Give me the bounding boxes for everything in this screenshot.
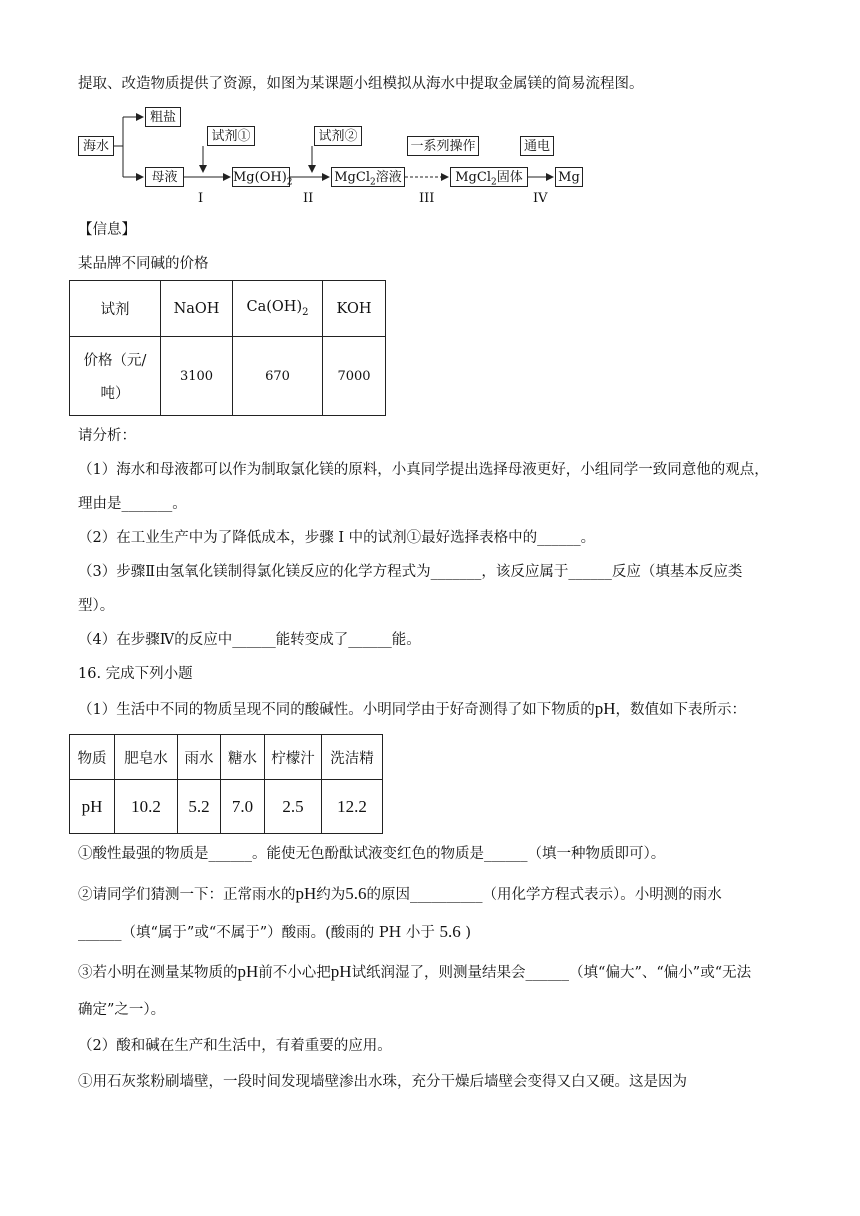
crude-salt-box: 粗盐 (145, 107, 181, 127)
ph-symbol: pH (594, 699, 616, 718)
question-1-line-1: （1）海水和母液都可以作为制取氯化镁的原料，小真同学提出选择母液更好，小组同学一致同意他的观点， (78, 462, 769, 478)
ph-symbol: pH (295, 884, 317, 903)
electrolysis-box: 通电 (520, 136, 554, 156)
caoh2-formula: Ca(OH) (246, 299, 303, 316)
table-header-cell: 物质 (70, 735, 115, 780)
table-cell: 3100 (161, 337, 233, 416)
table-cell: 7000 (323, 337, 386, 416)
table-header-cell: 雨水 (178, 735, 221, 780)
ph-symbol: pH (330, 962, 352, 981)
sub-question-2-line-1 (78, 884, 722, 905)
reagent1-box: 试剂① (207, 126, 255, 146)
sub-question-4: ①用石灰浆粉刷墙壁，一段时间发现墙壁渗出水珠，充分干燥后墙壁会变得又白又硬。这是因为 (78, 1074, 687, 1090)
table-header-cell: KOH (323, 281, 386, 337)
sub-question-1: ①酸性最强的物质是______。能使无色酚酞试液变红色的物质是______（填一种物质即可）。 (78, 846, 666, 862)
table-header-cell: 糖水 (221, 735, 265, 780)
table-cell: 10.2 (115, 780, 178, 834)
table-row (70, 281, 386, 337)
row-label-line-1: 价格（元/ (83, 353, 147, 369)
part-2-intro: （2）酸和碱在生产和生活中，有着重要的应用。 (78, 1038, 392, 1054)
sq3-text-b: 前不小心把 (258, 965, 331, 981)
mgcl2-solution-formula: MgCl (334, 170, 370, 185)
ph-value: 5.6 (439, 922, 461, 941)
step-4-label: IV (533, 191, 548, 206)
table-header-cell: 洗洁精 (322, 735, 383, 780)
mgcl2-solution-box (331, 167, 405, 187)
question-16-heading: 16. 完成下列小题 (78, 666, 193, 682)
mgcl2-solid-sub: 2 (491, 177, 497, 188)
step-2-label: II (303, 191, 314, 206)
ph-table (69, 734, 383, 834)
table-row-label (70, 337, 161, 416)
mgcl2-solid-formula: MgCl (455, 170, 491, 185)
mgcl2-solid-box (450, 167, 528, 187)
sq3-text-c: 试纸润湿了，则测量结果会______（填“偏大”、“偏小”或“无法 (351, 965, 752, 981)
table1-caption: 某品牌不同碱的价格 (78, 256, 209, 272)
table-header-cell: NaOH (161, 281, 233, 337)
mother-liquor-box: 母液 (145, 167, 184, 187)
table-header-cell: 肥皂水 (115, 735, 178, 780)
info-heading: 【信息】 (78, 222, 136, 238)
sq2-text-d: ______（填“属于”或“不属于”）酸雨。(酸雨的 PH 小于 (78, 925, 435, 941)
sq2-text-a: ②请同学们猜测一下：正常雨水的 (78, 887, 296, 903)
mgoh2-sub: 2 (286, 177, 293, 188)
flowchart-lines (0, 0, 860, 215)
reagent2-box: 试剂② (314, 126, 362, 146)
question-3-line-2: 型）。 (78, 598, 115, 614)
ph-value: 5.6 (345, 884, 367, 903)
mgcl2-solution-sub: 2 (370, 177, 376, 188)
mgoh2-text: Mg(OH) (233, 170, 287, 185)
question-2: （2）在工业生产中为了降低成本，步骤 I 中的试剂①最好选择表格中的______。 (78, 530, 596, 546)
table-header-cell: 试剂 (70, 281, 161, 337)
row-label-line-2: 吨） (100, 386, 130, 402)
sub-question-2-line-2 (78, 922, 471, 943)
mgcl2-solid-suffix: 固体 (496, 170, 523, 185)
sq2-text-b: 约为 (316, 887, 346, 903)
price-table (69, 280, 386, 416)
sq3-text-a: ③若小明在测量某物质的 (78, 965, 238, 981)
seawater-box: 海水 (78, 136, 114, 156)
caoh2-sub: 2 (302, 306, 309, 318)
table-cell: 7.0 (221, 780, 265, 834)
table-row (70, 735, 383, 780)
question-3-line-1: （3）步骤Ⅱ由氢氧化镁制得氯化镁反应的化学方程式为_______，该反应属于______反应（填基本反应类 (78, 564, 743, 580)
table-cell: 670 (233, 337, 323, 416)
question-4: （4）在步骤Ⅳ的反应中______能转变成了______能。 (78, 632, 421, 648)
sub-question-3-line-1 (78, 962, 751, 983)
table-header-cell: 柠檬汁 (265, 735, 322, 780)
analyze-text: 请分析： (78, 428, 136, 444)
part-1-text-a: （1）生活中不同的物质呈现不同的酸碱性。小明同学由于好奇测得了如下物质的 (78, 702, 595, 718)
flowchart (0, 0, 860, 215)
sq2-text-c: 的原因__________（用化学方程式表示）。小明测的雨水 (366, 887, 722, 903)
question-1-line-2: 理由是_______。 (78, 496, 187, 512)
table-row-label: pH (70, 780, 115, 834)
table-row (70, 780, 383, 834)
ph-symbol: pH (237, 962, 259, 981)
step-3-label: III (419, 191, 435, 206)
table-cell: 5.2 (178, 780, 221, 834)
mg-box: Mg (555, 167, 583, 187)
sq2-text-e: ) (465, 925, 472, 941)
mgoh2-box (232, 167, 293, 188)
part-1-text-b: ，数值如下表所示： (615, 702, 747, 718)
mgcl2-solution-suffix: 溶液 (375, 170, 402, 185)
operations-box: 一系列操作 (407, 136, 479, 156)
table-cell: 12.2 (322, 780, 383, 834)
step-1-label: I (198, 191, 204, 206)
table-row (70, 337, 386, 416)
intro-text: 提取、改造物质提供了资源，如图为某课题小组模拟从海水中提取金属镁的简易流程图。 (78, 76, 644, 92)
table-header-cell (233, 281, 323, 337)
sub-question-3-line-2: 确定”之一）。 (78, 1002, 166, 1018)
table-cell: 2.5 (265, 780, 322, 834)
part-1-intro (78, 699, 746, 720)
